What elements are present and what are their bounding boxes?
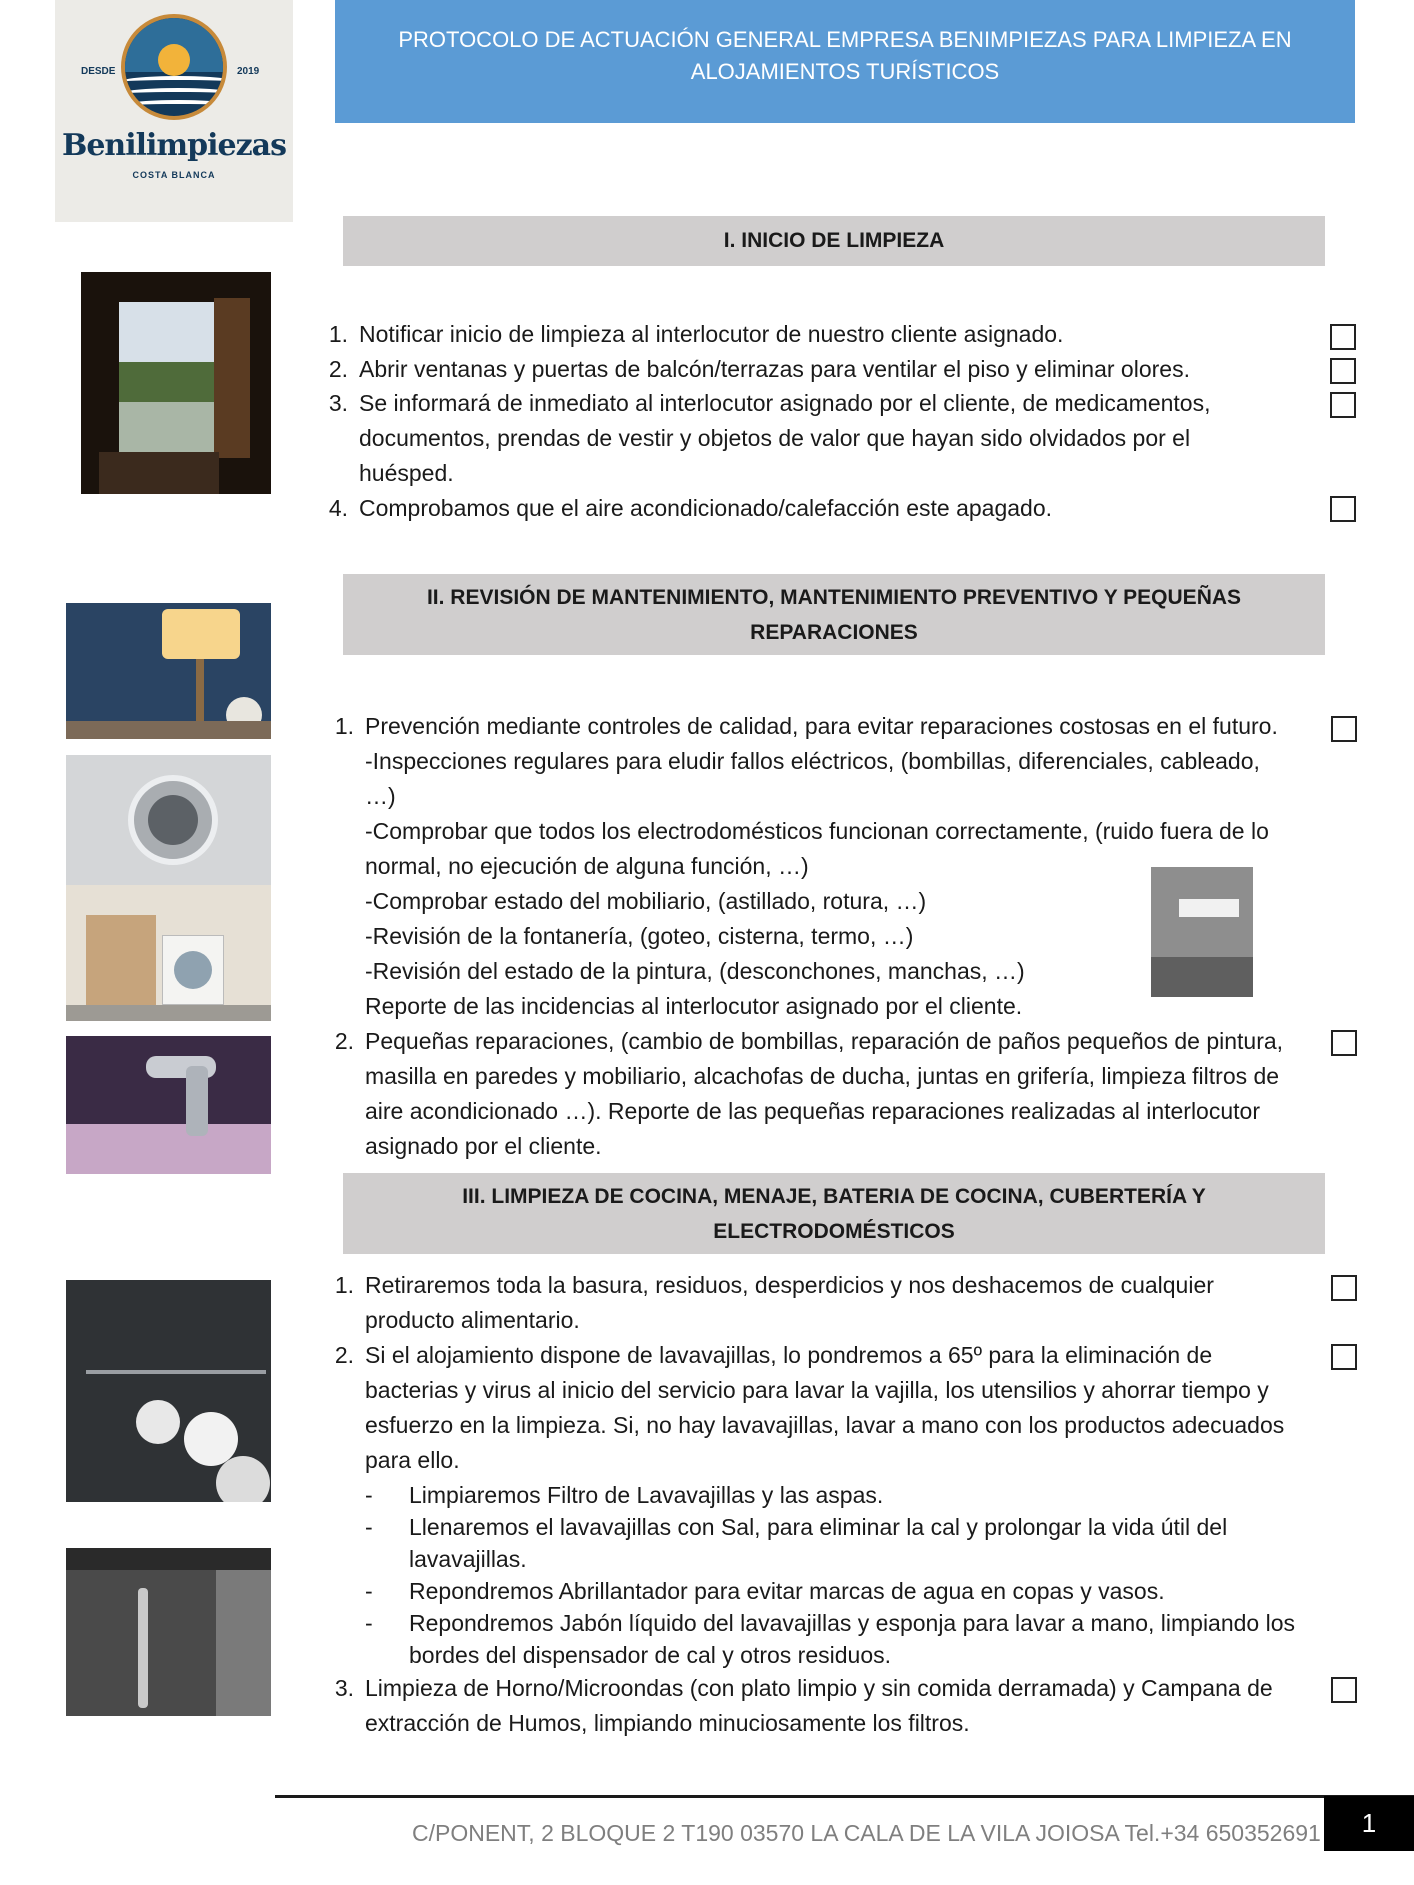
sub-item-line: -Comprobar estado del mobiliario, (astillado, rotura, …)	[365, 888, 927, 914]
checkbox[interactable]	[1330, 392, 1356, 418]
list-item: 3. Limpieza de Horno/Microondas (con plato limpio y sin comida derramada) y Campana de extracción de Humos, limpiando minuciosamente los filtros.	[334, 1675, 1273, 1736]
sub-item-line: normal, no ejecución de alguna función, …)	[365, 853, 809, 879]
lamp-photo	[66, 603, 271, 739]
sub-item-line: -Comprobar que todos los electrodomésticos funcionan correctamente, (ruido fuera de lo	[365, 818, 1269, 844]
checkbox[interactable]	[1330, 496, 1356, 522]
sub-item-line: -Inspecciones regulares para eludir fallos eléctricos, (bombillas, diferenciales, cableado,	[365, 748, 1260, 774]
list-item: 1. Retiraremos toda la basura, residuos, desperdicios y nos deshacemos de cualquier producto alimentario.	[334, 1272, 1214, 1333]
open-window-photo	[81, 272, 271, 494]
sub-item-line: Reporte de las incidencias al interlocutor asignado por el cliente.	[365, 993, 1023, 1019]
sub-item-line: -Revisión del estado de la pintura, (desconchones, manchas, …)	[365, 958, 1025, 984]
document-title-line1: PROTOCOLO DE ACTUACIÓN GENERAL EMPRESA BENIMPIEZAS PARA LIMPIEZA EN	[398, 27, 1292, 52]
checkbox[interactable]	[1331, 1344, 1357, 1370]
checkbox[interactable]	[1330, 324, 1356, 350]
checkbox[interactable]	[1331, 1030, 1357, 1056]
sun-icon	[158, 44, 190, 76]
company-logo	[55, 0, 293, 222]
logo-subtitle: COSTA BLANCA	[132, 170, 216, 180]
washing-machine-photo	[66, 885, 271, 1021]
footer-divider	[275, 1795, 1414, 1798]
header-banner	[335, 0, 1355, 123]
logo-year: 2019	[237, 66, 260, 77]
logo-brand: Benilimpiezas	[61, 128, 286, 163]
checkbox[interactable]	[1331, 716, 1357, 742]
list-item: 3. Se informará de inmediato al interlocutor asignado por el cliente, de medicamentos, documentos, prendas de vestir y objetos de valor que hayan sido olvidados por el huésped.	[328, 390, 1211, 486]
section-1-title: I. INICIO DE LIMPIEZA	[343, 216, 1325, 266]
dash-item: - Llenaremos el lavavajillas con Sal, para eliminar la cal y prolongar la vida útil del lavavajillas.	[365, 1514, 1228, 1572]
section-2-title: II. REVISIÓN DE MANTENIMIENTO, MANTENIMIENTO PREVENTIVO Y PEQUEÑAS REPARACIONES	[343, 574, 1325, 655]
section-3-title: III. LIMPIEZA DE COCINA, MENAJE, BATERIA DE COCINA, CUBERTERÍA Y ELECTRODOMÉSTICOS	[343, 1173, 1325, 1254]
dishwasher-photo	[66, 1280, 271, 1502]
oven-photo	[66, 1548, 271, 1716]
sub-item-line: -Revisión de la fontanería, (goteo, cisterna, termo, …)	[365, 923, 914, 949]
page-number: 1	[1324, 1796, 1414, 1851]
faucet-photo	[66, 1036, 271, 1174]
list-item: 2. Si el alojamiento dispone de lavavajillas, lo pondremos a 65º para la eliminación de bacterias y virus al inicio del servicio para lavar la vajilla, los utensilios y ahorrar tiempo y esfuerzo en la limpieza. Si, no hay lavavajillas, lavar a mano con los productos adecuados para ello.	[334, 1342, 1285, 1473]
checkbox[interactable]	[1331, 1275, 1357, 1301]
document-title-line2: ALOJAMIENTOS TURÍSTICOS	[690, 59, 1000, 84]
list-item: 2. Pequeñas reparaciones, (cambio de bombillas, reparación de paños pequeños de pintura, masilla en paredes y mobiliario, alcachofas de ducha, juntas en grifería, limpieza filtros de aire acondicionado …). Reporte de las pequeñas reparaciones realizadas al interlocutor asignado por el cliente.	[334, 1028, 1284, 1159]
logo-badge	[121, 14, 227, 120]
checkbox[interactable]	[1330, 358, 1356, 384]
logo-since-label: DESDE	[81, 66, 116, 77]
air-conditioner-photo	[1151, 867, 1253, 997]
dash-item: - Repondremos Jabón líquido del lavavajillas y esponja para lavar a mano, limpiando los bordes del dispensador de cal y otros residuos.	[365, 1610, 1296, 1668]
sub-item-line: …)	[365, 783, 396, 809]
drain-photo	[66, 755, 271, 885]
checkbox[interactable]	[1331, 1677, 1357, 1703]
footer-address: C/PONENT, 2 BLOQUE 2 T190 03570 LA CALA DE LA VILA JOIOSA Tel.+34 650352691	[412, 1820, 1321, 1846]
